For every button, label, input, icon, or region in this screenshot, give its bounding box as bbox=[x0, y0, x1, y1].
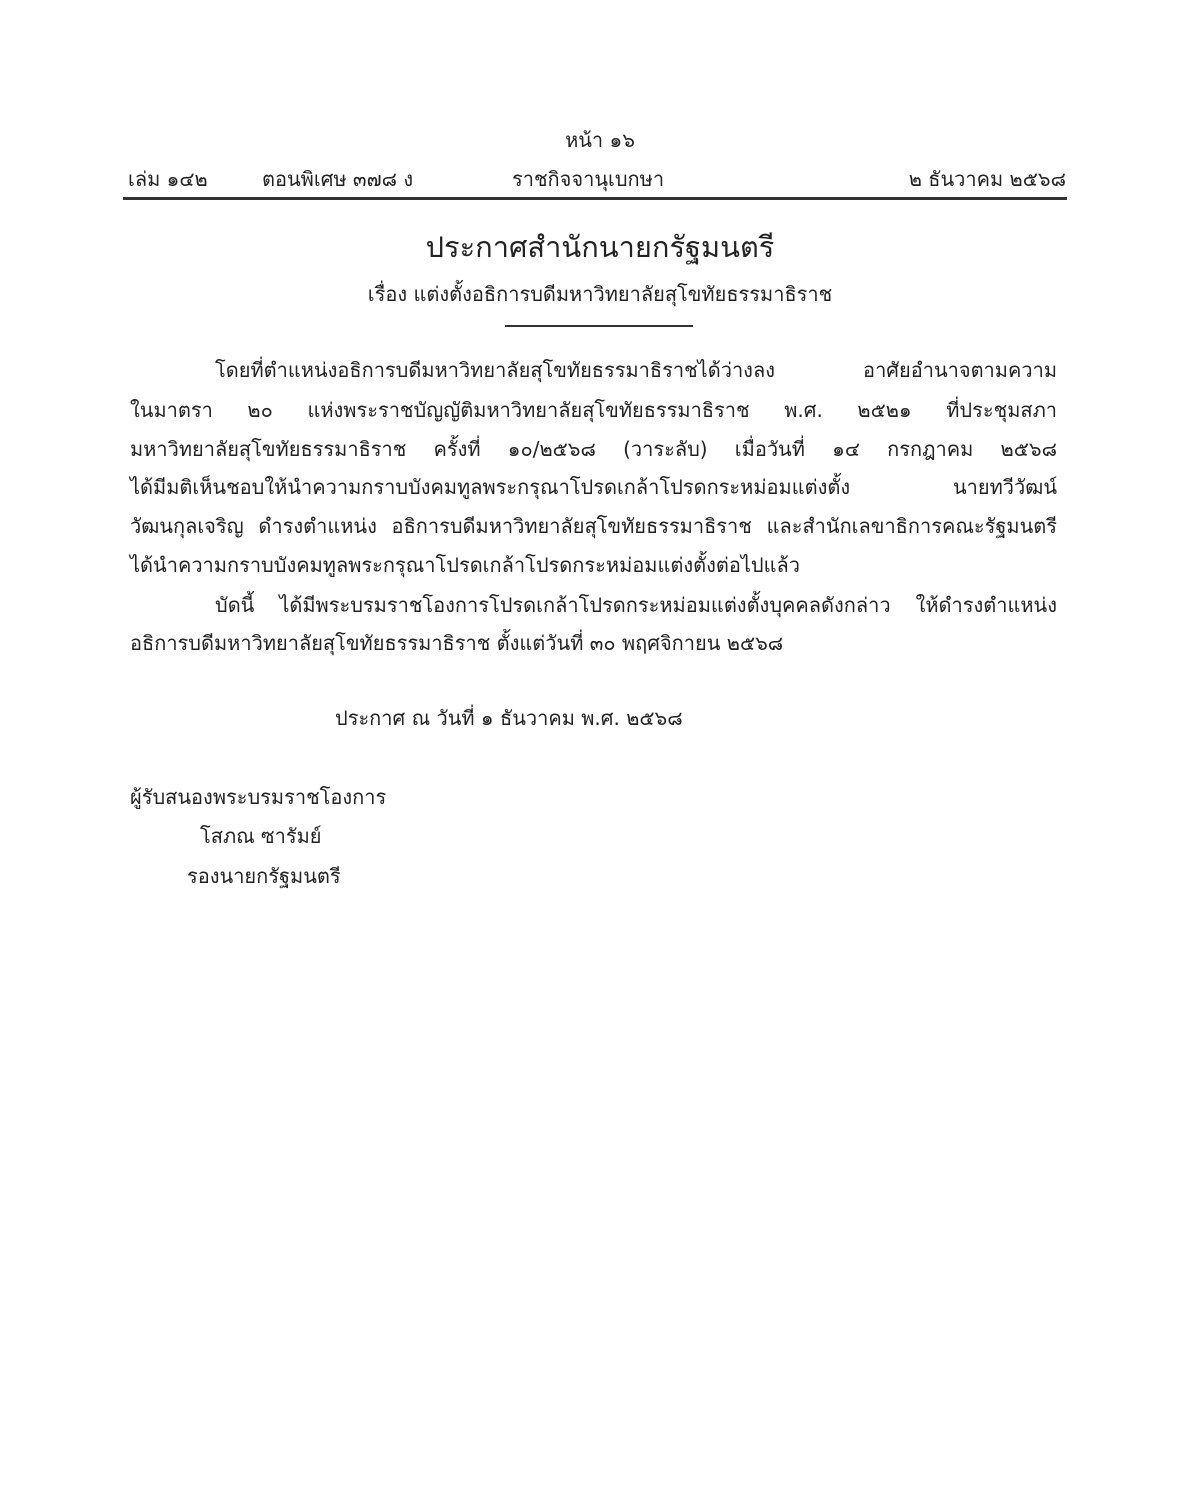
page-number: หน้า ๑๖ bbox=[565, 128, 635, 152]
document-title: ประกาศสำนักนายกรัฐมนตรี bbox=[425, 230, 775, 264]
announced-date: ประกาศ ณ วันที่ ๑ ธันวาคม พ.ศ. ๒๕๖๘ bbox=[335, 706, 683, 730]
body-line: วัฒนกุลเจริญ ดำรงตำแหน่ง อธิการบดีมหาวิทยาลัยสุโขทัยธรรมาธิราช และสำนักเลขาธิการคณะรัฐมนตรี bbox=[130, 514, 1057, 538]
signatory-name: โสภณ ซารัมย์ bbox=[200, 824, 322, 848]
countersign-label: ผู้รับสนองพระบรมราชโองการ bbox=[130, 785, 387, 809]
body-line: โดยที่ตำแหน่งอธิการบดีมหาวิทยาลัยสุโขทัยธรรมาธิราชได้ว่างลง อาศัยอำนาจตามความ bbox=[215, 358, 1057, 382]
header-rule bbox=[123, 197, 1067, 200]
body-line: ในมาตรา ๒๐ แห่งพระราชบัญญัติมหาวิทยาลัยสุโขทัยธรรมาธิราช พ.ศ. ๒๕๒๑ ที่ประชุมสภา bbox=[130, 398, 1057, 422]
signatory-position: รองนายกรัฐมนตรี bbox=[187, 864, 341, 888]
body-line: มหาวิทยาลัยสุโขทัยธรรมาธิราช ครั้งที่ ๑๐/๒๕๖๘ (วาระลับ) เมื่อวันที่ ๑๔ กรกฎาคม ๒๕๖๘ bbox=[130, 437, 1057, 461]
volume: เล่ม ๑๔๒ bbox=[128, 167, 208, 191]
publication-name: ราชกิจจานุเบกษา bbox=[512, 167, 665, 191]
publication-date: ๒ ธันวาคม ๒๕๖๘ bbox=[908, 167, 1066, 191]
issue: ตอนพิเศษ ๓๗๘ ง bbox=[262, 167, 414, 191]
document-subject: เรื่อง แต่งตั้งอธิการบดีมหาวิทยาลัยสุโขทัยธรรมาธิราช bbox=[367, 282, 833, 306]
body-line: อธิการบดีมหาวิทยาลัยสุโขทัยธรรมาธิราช ตั้งแต่วันที่ ๓๐ พฤศจิกายน ๒๕๖๘ bbox=[130, 631, 784, 655]
title-rule bbox=[505, 325, 693, 327]
body-line: ได้นำความกราบบังคมทูลพระกรุณาโปรดเกล้าโปรดกระหม่อมแต่งตั้งต่อไปแล้ว bbox=[130, 553, 800, 577]
body-line: ได้มีมติเห็นชอบให้นำความกราบบังคมทูลพระกรุณาโปรดเกล้าโปรดกระหม่อมแต่งตั้ง นายทวีวัฒน์ bbox=[130, 475, 1057, 499]
body-line: บัดนี้ ได้มีพระบรมราชโองการโปรดเกล้าโปรดกระหม่อมแต่งตั้งบุคคลดังกล่าว ให้ดำรงตำแหน่ง bbox=[215, 593, 1057, 617]
